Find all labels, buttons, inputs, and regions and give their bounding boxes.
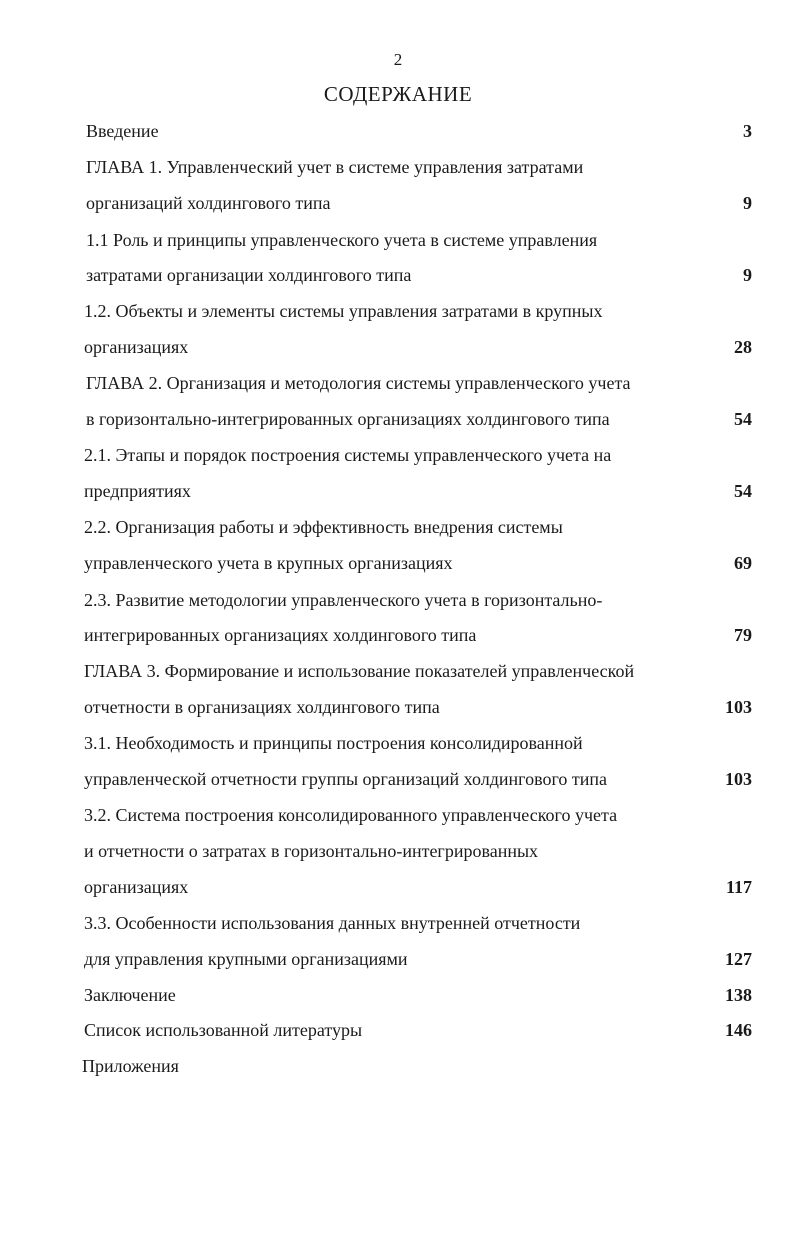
toc-entry-line: и отчетности о затратах в горизонтально-интегрированных [84,841,539,861]
toc-entry-line: 2.1. Этапы и порядок построения системы управленческого учета на [84,445,612,465]
toc-page-number: 69 [734,553,752,573]
page-title: СОДЕРЖАНИЕ [323,82,473,106]
toc-entry-line: организациях [84,337,189,357]
toc-entry-line: ГЛАВА 2. Организация и методология системы управленческого учета [86,373,631,393]
toc-page-number: 54 [734,409,752,429]
toc-entry-line: 1.2. Объекты и элементы системы управления затратами в крупных [84,301,603,321]
toc-page-number: 79 [734,625,752,645]
toc-page-number: 3 [743,121,752,141]
toc-page-number: 103 [725,697,752,717]
toc-entry-line: 3.1. Необходимость и принципы построения консолидированной [84,733,583,753]
toc-entry-line: ГЛАВА 3. Формирование и использование показателей управленческой [84,661,635,681]
toc-page-number: 127 [725,949,752,969]
toc-entry-line: Введение [86,121,159,141]
toc-page-number: 138 [725,985,752,1005]
toc-entry-line: 2.3. Развитие методологии управленческого учета в горизонтально- [84,590,603,610]
toc-entry-line: управленческой отчетности группы организаций холдингового типа [84,769,608,789]
toc-entry-line: затратами организации холдингового типа [86,265,412,285]
toc-entry-line: ГЛАВА 1. Управленческий учет в системе управления затратами [86,157,584,177]
toc-entry-line: отчетности в организациях холдингового типа [84,697,440,717]
toc-entry-line: для управления крупными организациями [84,949,408,969]
toc-entry-line: Список использованной литературы [84,1020,363,1040]
toc-entry-line: в горизонтально-интегрированных организациях холдингового типа [86,409,610,429]
toc-page-number: 146 [725,1020,752,1040]
toc-entry-line: Приложения [82,1056,179,1076]
toc-page-number: 9 [743,193,752,213]
toc-entry-line: организаций холдингового типа [86,193,331,213]
toc-entry-line: 2.2. Организация работы и эффективность внедрения системы [84,517,563,537]
toc-page-number: 117 [725,877,752,897]
toc-entry-line: 1.1 Роль и принципы управленческого учета в системе управления [86,230,598,250]
toc-page-number: 103 [725,769,752,789]
toc-entry-line: предприятиях [84,481,191,501]
toc-page-number: 9 [743,265,752,285]
toc-entry-line: 3.2. Система построения консолидированного управленческого учета [84,805,618,825]
toc-entry-line: интегрированных организациях холдингового типа [84,625,477,645]
toc-entry-line: организациях [84,877,189,897]
toc-entry-line: управленческого учета в крупных организациях [84,553,453,573]
toc-entry-line: Заключение [84,985,176,1005]
toc-entry-line: 3.3. Особенности использования данных внутренней отчетности [84,913,581,933]
toc-page-number: 28 [734,337,752,357]
toc-page-number: 54 [734,481,752,501]
page-number: 2 [393,50,403,69]
